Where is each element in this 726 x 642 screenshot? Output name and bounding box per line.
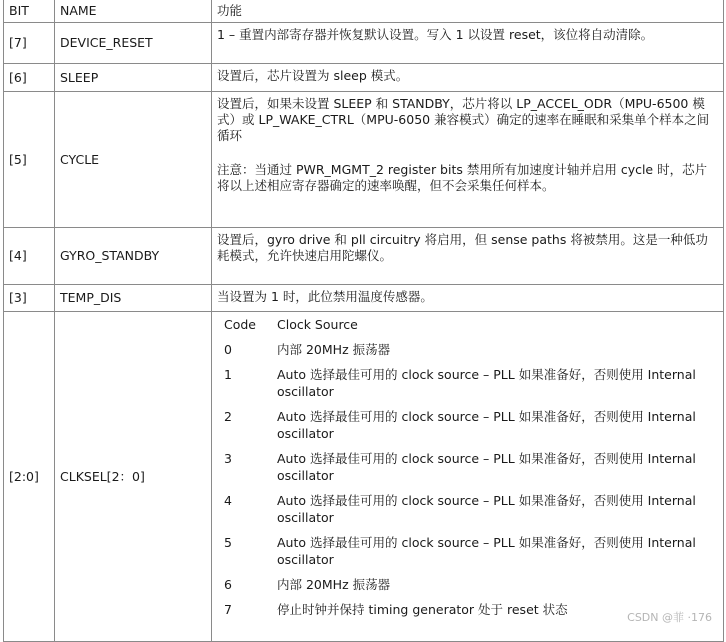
name-cell: GYRO_STANDBY [55, 228, 212, 285]
clock-source-value: Auto 选择最佳可用的 clock source – PLL 如果准备好，否则使用 Internal oscillator [277, 535, 696, 567]
name-cell: CYCLE [55, 92, 212, 228]
clock-source-value: Auto 选择最佳可用的 clock source – PLL 如果准备好，否则使用 Internal oscillator [277, 367, 696, 399]
bit-cell: [5] [4, 92, 55, 228]
header-bit: BIT [4, 0, 55, 23]
code-value: 2 [224, 409, 232, 424]
code-value: 7 [224, 602, 232, 617]
clock-source-list [217, 316, 718, 618]
table-header-row [4, 0, 724, 23]
description-cell [212, 23, 724, 64]
code-value: 4 [224, 493, 232, 508]
table-row [4, 92, 724, 228]
description-text: 设置后，gyro drive 和 pll circuitry 将启用，但 sense paths 将被禁用。这是一种低功耗模式，允许快速启用陀螺仪。 [217, 232, 708, 263]
bit-cell: [3] [4, 285, 55, 312]
name-cell: DEVICE_RESET [55, 23, 212, 64]
bit-cell: [7] [4, 23, 55, 64]
clock-source-value: Auto 选择最佳可用的 clock source – PLL 如果准备好，否则使用 Internal oscillator [277, 409, 696, 441]
clock-source-value: 内部 20MHz 振荡器 [277, 577, 391, 592]
bit-cell: [6] [4, 64, 55, 92]
clock-source-value: Auto 选择最佳可用的 clock source – PLL 如果准备好，否则使用 Internal oscillator [277, 451, 696, 483]
table-row [4, 64, 724, 92]
clock-source-value: 内部 20MHz 振荡器 [277, 342, 391, 357]
description-cell [212, 285, 724, 312]
description-text: 设置后，芯片设置为 sleep 模式。 [217, 68, 409, 83]
clock-source-value: Auto 选择最佳可用的 clock source – PLL 如果准备好，否则使用 Internal oscillator [277, 493, 696, 525]
table-row [4, 23, 724, 64]
note-text: 注意：当通过 PWR_MGMT_2 register bits 禁用所有加速度计轴并启用 cycle 时，芯片将以上述相应寄存器确定的速率唤醒，但不会采集任何样本。 [217, 162, 708, 193]
register-table [3, 0, 724, 642]
table-row [4, 312, 724, 642]
header-function: 功能 [212, 0, 724, 23]
code-value: 5 [224, 535, 232, 550]
description-cell [212, 228, 724, 285]
description-cell [212, 64, 724, 92]
description-text: 1 – 重置内部寄存器并恢复默认设置。写入 1 以设置 reset，该位将自动清除。 [217, 27, 654, 42]
description-cell [212, 92, 724, 228]
code-value: 1 [224, 367, 232, 382]
watermark: CSDN @菲 ·176 [627, 611, 712, 624]
description-text: 设置后，如果未设置 SLEEP 和 STANDBY，芯片将以 LP_ACCEL_ODR（MPU-6500 模式）或 LP_WAKE_CTRL（MPU-6050 兼容模式）确定的速率在睡眠和采集单个样本之间循环 [217, 96, 710, 143]
code-value: 0 [224, 342, 232, 357]
table-row [4, 285, 724, 312]
bit-cell: [4] [4, 228, 55, 285]
name-cell: TEMP_DIS [55, 285, 212, 312]
name-cell: CLKSEL[2：0] [55, 312, 212, 642]
description-text: 当设置为 1 时，此位禁用温度传感器。 [217, 289, 433, 304]
code-header: Code [224, 317, 257, 332]
code-value: 3 [224, 451, 232, 466]
bit-cell: [2:0] [4, 312, 55, 642]
header-name: NAME [55, 0, 212, 23]
name-cell: SLEEP [55, 64, 212, 92]
table-row [4, 228, 724, 285]
clock-source-value: 停止时钟并保持 timing generator 处于 reset 状态 [277, 602, 568, 617]
clksel-cell [212, 312, 724, 642]
clock-source-header: Clock Source [277, 317, 358, 332]
code-value: 6 [224, 577, 232, 592]
